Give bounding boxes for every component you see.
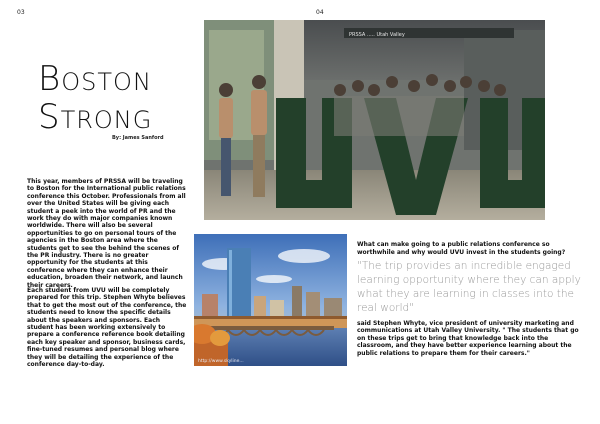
page-number-right: 04 [316, 9, 324, 16]
pull-quote: "The trip provides an incredible engaged learning opportunity where they can apply what they are learning in classes into the real world" [357, 260, 581, 314]
boston-skyline-photo [194, 234, 347, 366]
wall-sign-text: PRSSA ..... Utah Valley [349, 32, 405, 38]
interview-question: What can make going to a public relations conference so worthwhile and why would UVU invest in the students going? [357, 241, 566, 256]
quote-attribution: said Stephen Whyte, vice president of university marketing and communications at Utah Valley University. " The students that go on these trips get to bring that knowledge back into the classroom, and they have better experience learning about the public relations to prepare them for their careers." [357, 320, 579, 357]
photo-watermark: http://www.skyline... [198, 359, 244, 364]
article-title [38, 60, 198, 136]
title-line-2: Strong [38, 97, 153, 137]
team-photo [204, 20, 545, 220]
title-line-1: Boston [38, 59, 152, 99]
body-paragraph-1: This year, members of PRSSA will be traveling to Boston for the International public relations conference this October. Professionals from all over the United States will be giving each student a peek into the world of PR and the work they do with major companies known worldwide. There will also be several opportunities to go on personal tours of the agencies in the Boston area where the students get to see the behind the scenes of the PR industry. There is no greater opportunity for the students at this conference where they can enhance their education, broaden their network, and launch their careers. [27, 178, 186, 289]
team-photo-illustration [204, 20, 545, 220]
page-number-left: 03 [17, 9, 25, 16]
body-paragraph-2: Each student from UVU will be completely prepared for this trip. Stephen Whyte believes that to get the most out of the conference, the students need to know the specific details about the speakers and sponsors. Each student has been working extensively to prepare a conference reference book detailing each key speaker and sponsor, business cards, fine-tuned resumes and personal blog where they will be detailing the experience of the conference day-to-day. [27, 287, 187, 369]
boston-skyline-illustration [194, 234, 347, 366]
byline: By: James Sanford [112, 135, 164, 141]
